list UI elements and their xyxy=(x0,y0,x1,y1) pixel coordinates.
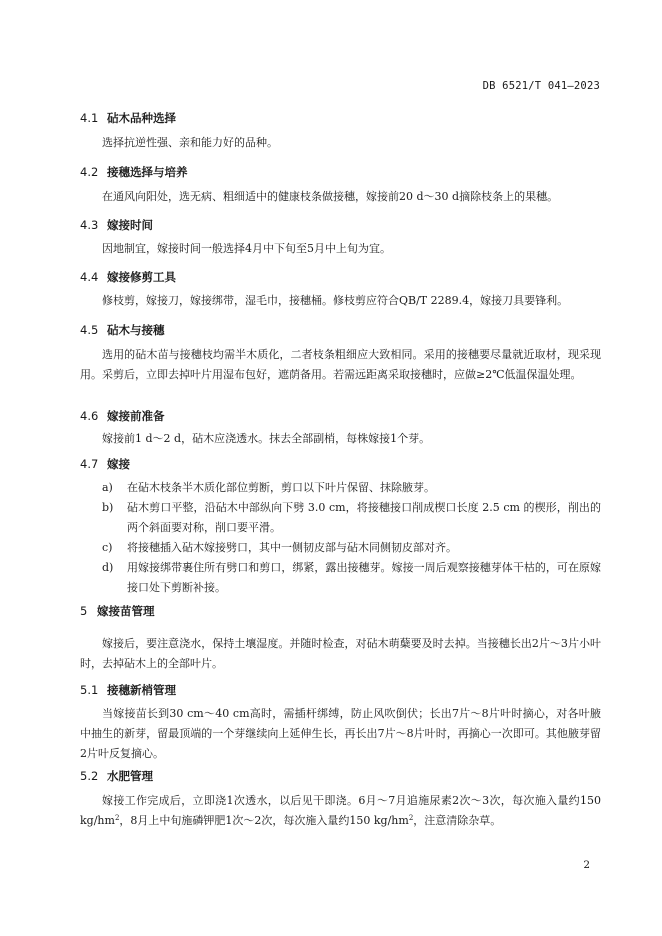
paragraph-text: 嫁接工作完成后，立即浇1次透水，以后见干即浇。6月～7月追施尿素2次～3次，每次施入量约150 kg/hm xyxy=(80,794,601,827)
paragraph-5-2 xyxy=(80,791,601,831)
paragraph-4-6: 嫁接前1 d～2 d，砧木应浇透水。抹去全部副梢，每株嫁接1个芽。 xyxy=(102,432,431,445)
superscript: 2 xyxy=(408,814,414,822)
section-heading-4-3 xyxy=(80,217,153,233)
superscript: 2 xyxy=(114,814,120,822)
section-title: 接穗选择与培养 xyxy=(107,165,188,179)
section-heading-5-1 xyxy=(80,682,176,698)
section-heading-4-5 xyxy=(80,322,165,338)
section-title: 嫁接前准备 xyxy=(107,409,165,423)
section-title: 砧木品种选择 xyxy=(107,111,176,125)
section-number: 4.2 xyxy=(80,165,99,179)
section-number: 5.1 xyxy=(80,683,99,697)
paragraph-text: ，8月上中旬施磷钾肥1次～2次，每次施入量约150 kg/hm xyxy=(119,814,409,827)
section-heading-4-2 xyxy=(80,164,188,180)
section-heading-4-1 xyxy=(80,110,176,126)
paragraph-4-2: 在通风向阳处，选无病、粗细适中的健康枝条做接穗，嫁接前20 d～30 d摘除枝条上的果穗。 xyxy=(102,190,559,203)
list-item xyxy=(102,498,601,538)
list-item-text: 将接穗插入砧木嫁接劈口，其中一侧韧皮部与砧木同侧韧皮部对齐。 xyxy=(127,541,457,554)
section-heading-4-7 xyxy=(80,456,130,472)
list-item xyxy=(102,558,601,598)
section-number: 5.2 xyxy=(80,769,99,783)
section-heading-5-2 xyxy=(80,768,153,784)
paragraph-5: 嫁接后，要注意浇水，保持土壤湿度。并随时检查，对砧木萌蘖要及时去掉。当接穗长出2片～3片小叶时，去掉砧木上的全部叶片。 xyxy=(80,637,601,670)
section-heading-5 xyxy=(80,603,155,619)
list-item-text: 在砧木枝条半木质化部位剪断，剪口以下叶片保留、抹除腋芽。 xyxy=(127,481,435,494)
list-marker: a) xyxy=(102,481,113,494)
list-marker: d) xyxy=(102,561,114,574)
section-title: 水肥管理 xyxy=(107,769,153,783)
list-item-text: 用嫁接绑带裹住所有劈口和剪口，绑紧，露出接穗芽。嫁接一周后观察接穗芽体干枯的，可在原嫁接口处下剪断补接。 xyxy=(127,561,601,594)
list-item xyxy=(102,478,601,498)
section-title: 嫁接 xyxy=(107,457,130,471)
section-number: 4.1 xyxy=(80,111,99,125)
paragraph-4-1: 选择抗逆性强、亲和能力好的品种。 xyxy=(102,136,278,149)
list-marker: b) xyxy=(102,501,114,514)
section-title: 接穗新梢管理 xyxy=(107,683,176,697)
section-number: 4.4 xyxy=(80,270,99,284)
list-item-text: 砧木剪口平整，沿砧木中部纵向下劈 3.0 cm，将接穗接口削成楔口长度 2.5 cm 的楔形，削出的两个斜面要对称，削口要平滑。 xyxy=(127,501,601,534)
paragraph-4-3: 因地制宜，嫁接时间一般选择4月中下旬至5月中上旬为宜。 xyxy=(102,242,391,255)
section-title: 嫁接时间 xyxy=(107,218,153,232)
section-title: 砧木与接穗 xyxy=(107,323,165,337)
paragraph-5-1: 当嫁接苗长到30 cm～40 cm高时，需插杆绑缚，防止风吹倒伏；长出7片～8片叶时摘心，对各叶腋中抽生的新芽，留最顶端的一个芽继续向上延伸生长，再长出7片～8片叶时，再摘心一次即可。其他腋芽留2片叶反复摘心。 xyxy=(80,707,601,760)
section-number: 4.6 xyxy=(80,409,99,423)
list-item xyxy=(102,538,601,558)
page-number: 2 xyxy=(583,859,590,871)
document-code: DB 6521/T 041—2023 xyxy=(482,80,600,92)
paragraph-text: ，注意清除杂草。 xyxy=(413,814,502,827)
paragraph-4-4: 修枝剪，嫁接刀，嫁接绑带，湿毛巾，接穗桶。修枝剪应符合QB/T 2289.4，嫁接刀具要锋利。 xyxy=(102,294,569,307)
section-number: 5 xyxy=(80,604,88,618)
section-number: 4.7 xyxy=(80,457,99,471)
paragraph-4-5: 选用的砧木苗与接穗枝均需半木质化，二者枝条粗细应大致相同。采用的接穗要尽量就近取材，现采现用。采剪后，立即去掉叶片用湿布包好，遮荫备用。若需远距离采取接穗时，应做≥2℃低温保温处理。 xyxy=(80,348,601,381)
section-title: 嫁接修剪工具 xyxy=(107,270,176,284)
list-marker: c) xyxy=(102,541,113,554)
section-heading-4-6 xyxy=(80,408,165,424)
section-number: 4.3 xyxy=(80,218,99,232)
section-title: 嫁接苗管理 xyxy=(97,604,155,618)
section-number: 4.5 xyxy=(80,323,99,337)
section-heading-4-4 xyxy=(80,269,176,285)
